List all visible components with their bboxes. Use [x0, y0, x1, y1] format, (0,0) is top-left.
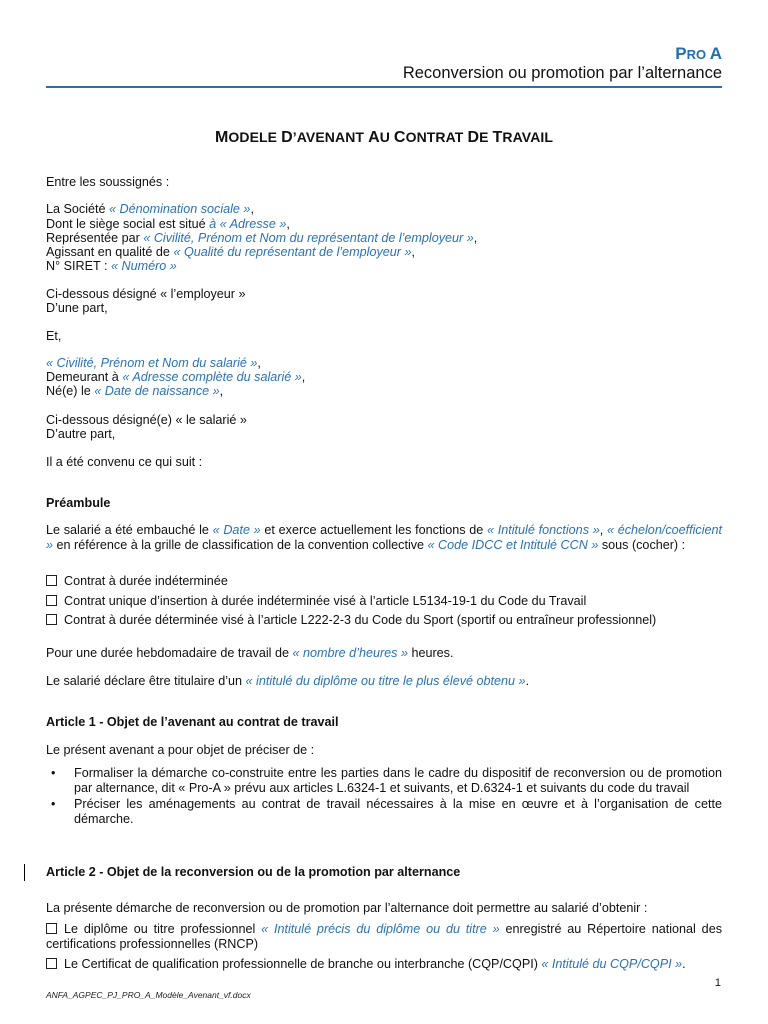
text: Le Certificat de qualification professionnelle de branche ou interbranche (CQP/CQPI) [64, 957, 542, 971]
header-brand: PRO A [675, 44, 722, 63]
employer-societe-line [46, 202, 254, 217]
document-title [0, 129, 768, 147]
bullet-text: Préciser les aménagements au contrat de travail nécessaires à la mise en œuvre et à l’organisation de cette démarche. [74, 797, 722, 826]
punct: , [411, 245, 415, 259]
article2-option-diplome[interactable] [46, 922, 722, 952]
placeholder-representant[interactable]: « Civilité, Prénom et Nom du représentant de l’employeur » [143, 231, 474, 245]
article2-intro: La présente démarche de reconversion ou de promotion par l’alternance doit permettre au salarié d’obtenir : [46, 901, 648, 915]
label: Agissant en qualité de [46, 245, 174, 259]
label: Représentée par [46, 231, 144, 245]
text: , [599, 523, 607, 537]
bullet-icon: • [51, 766, 56, 780]
footer-filename: ANFA_AGPEC_PJ_PRO_A_Modèle_Avenant_vf.docx [46, 990, 251, 1000]
header-divider [46, 86, 722, 88]
placeholder-nom-salarie[interactable]: « Civilité, Prénom et Nom du salarié » [46, 356, 258, 370]
employee-designation: Ci-dessous désigné(e) « le salarié » [46, 413, 247, 427]
header-subtitle: Reconversion ou promotion par l’alternance [402, 64, 722, 82]
checkbox[interactable] [46, 923, 57, 934]
article1-bullet [46, 797, 722, 827]
article2-heading: Article 2 - Objet de la reconversion ou de la promotion par alternance [46, 865, 461, 879]
checkbox[interactable] [46, 575, 57, 586]
text: Le salarié a été embauché le [46, 523, 213, 537]
employer-siege-line [46, 217, 290, 232]
employee-birth-line [46, 384, 223, 399]
punct: , [301, 370, 306, 384]
option-label: Contrat à durée déterminée visé à l’article L222-2-3 du Code du Sport (sportif ou entraîneur professionnel) [64, 613, 657, 627]
checkbox[interactable] [46, 958, 57, 969]
employer-part: D’une part, [46, 301, 108, 315]
article1-bullet [46, 766, 722, 796]
employee-address-line [46, 370, 305, 385]
punct: , [257, 356, 261, 370]
text-cursor [24, 864, 25, 881]
placeholder-date[interactable]: « Date » [212, 523, 261, 537]
preambule-heading: Préambule [46, 496, 111, 510]
text: . [682, 957, 686, 971]
text: Le diplôme ou titre professionnel [64, 922, 262, 936]
label: La Société [46, 202, 110, 216]
text: sous (cocher) : [598, 538, 686, 552]
employer-designation: Ci-dessous désigné « l’employeur » [46, 287, 246, 301]
titulaire-line [46, 674, 529, 689]
checkbox[interactable] [46, 595, 57, 606]
option-label: Contrat unique d’insertion à durée indéterminée visé à l’article L5134-19-1 du Code du Travail [64, 594, 587, 608]
text: et exerce actuellement les fonctions de [260, 523, 488, 537]
et-text: Et, [46, 329, 62, 343]
text: . [525, 674, 530, 688]
label: N° SIRET : [46, 259, 111, 273]
employee-name-line [46, 356, 261, 371]
contract-option-cdi[interactable] [46, 574, 228, 589]
document-title-text: MODELE D’AVENANT AU CONTRAT DE TRAVAIL [214, 129, 554, 146]
placeholder-intitule-cqp[interactable]: « Intitulé du CQP/CQPI » [541, 957, 683, 971]
preambule-paragraph [46, 523, 722, 553]
punct: , [473, 231, 478, 245]
placeholder-adresse-salarie[interactable]: « Adresse complète du salarié » [122, 370, 302, 384]
text: heures. [407, 646, 454, 660]
placeholder-ccn[interactable]: « Code IDCC et Intitulé CCN » [427, 538, 599, 552]
label: Né(e) le [46, 384, 95, 398]
punct: , [286, 217, 290, 231]
contract-option-cui[interactable] [46, 594, 586, 609]
punct: , [219, 384, 224, 398]
article2-option-cqp[interactable] [46, 957, 686, 972]
bullet-text: Formaliser la démarche co-construite entre les parties dans le cadre du dispositif de reconversion ou de promotion par alternance, dit « Pro-A » prévu aux articles L.6324-1 et suivants, et D.6324-1 et suivants du code du travail [74, 766, 722, 795]
employer-rep-line [46, 231, 477, 246]
checkbox[interactable] [46, 614, 57, 625]
placeholder-intitule-diplome[interactable]: « Intitulé précis du diplôme ou du titre » [261, 922, 500, 936]
employee-part: D’autre part, [46, 427, 116, 441]
article1-heading: Article 1 - Objet de l’avenant au contrat de travail [46, 715, 339, 729]
employer-qualite-line [46, 245, 415, 260]
article1-intro: Le présent avenant a pour objet de préciser de : [46, 743, 315, 757]
placeholder-denomination[interactable]: « Dénomination sociale » [109, 202, 251, 216]
page-number: 1 [714, 977, 721, 989]
label: Dont le siège social est situé [46, 217, 210, 231]
placeholder-adresse[interactable]: à « Adresse » [209, 217, 287, 231]
placeholder-heures[interactable]: « nombre d’heures » [292, 646, 408, 660]
placeholder-diplome-obtenu[interactable]: « intitulé du diplôme ou titre le plus élevé obtenu » [245, 674, 526, 688]
duree-line [46, 646, 453, 661]
placeholder-fonctions[interactable]: « Intitulé fonctions » [487, 523, 600, 537]
placeholder-echelon[interactable]: « échelon/coefficient » [46, 523, 723, 552]
text: en référence à la grille de classification de la convention collective [53, 538, 428, 552]
placeholder-numero[interactable]: « Numéro » [111, 259, 177, 273]
text: Le salarié déclare être titulaire d’un [46, 674, 246, 688]
text: enregistré au Répertoire national des certifications professionnelles (RNCP) [46, 922, 722, 951]
placeholder-date-naissance[interactable]: « Date de naissance » [94, 384, 220, 398]
intro-text: Entre les soussignés : [46, 175, 170, 189]
punct: , [250, 202, 254, 216]
employer-siret-line [46, 259, 177, 274]
bullet-icon: • [51, 797, 56, 811]
convenu-text: Il a été convenu ce qui suit : [46, 455, 203, 469]
label: Demeurant à [46, 370, 123, 384]
placeholder-qualite[interactable]: « Qualité du représentant de l’employeur » [173, 245, 412, 259]
option-label: Contrat à durée indéterminée [64, 574, 228, 588]
contract-option-cdd[interactable] [46, 613, 656, 628]
text: Pour une durée hebdomadaire de travail de [46, 646, 293, 660]
